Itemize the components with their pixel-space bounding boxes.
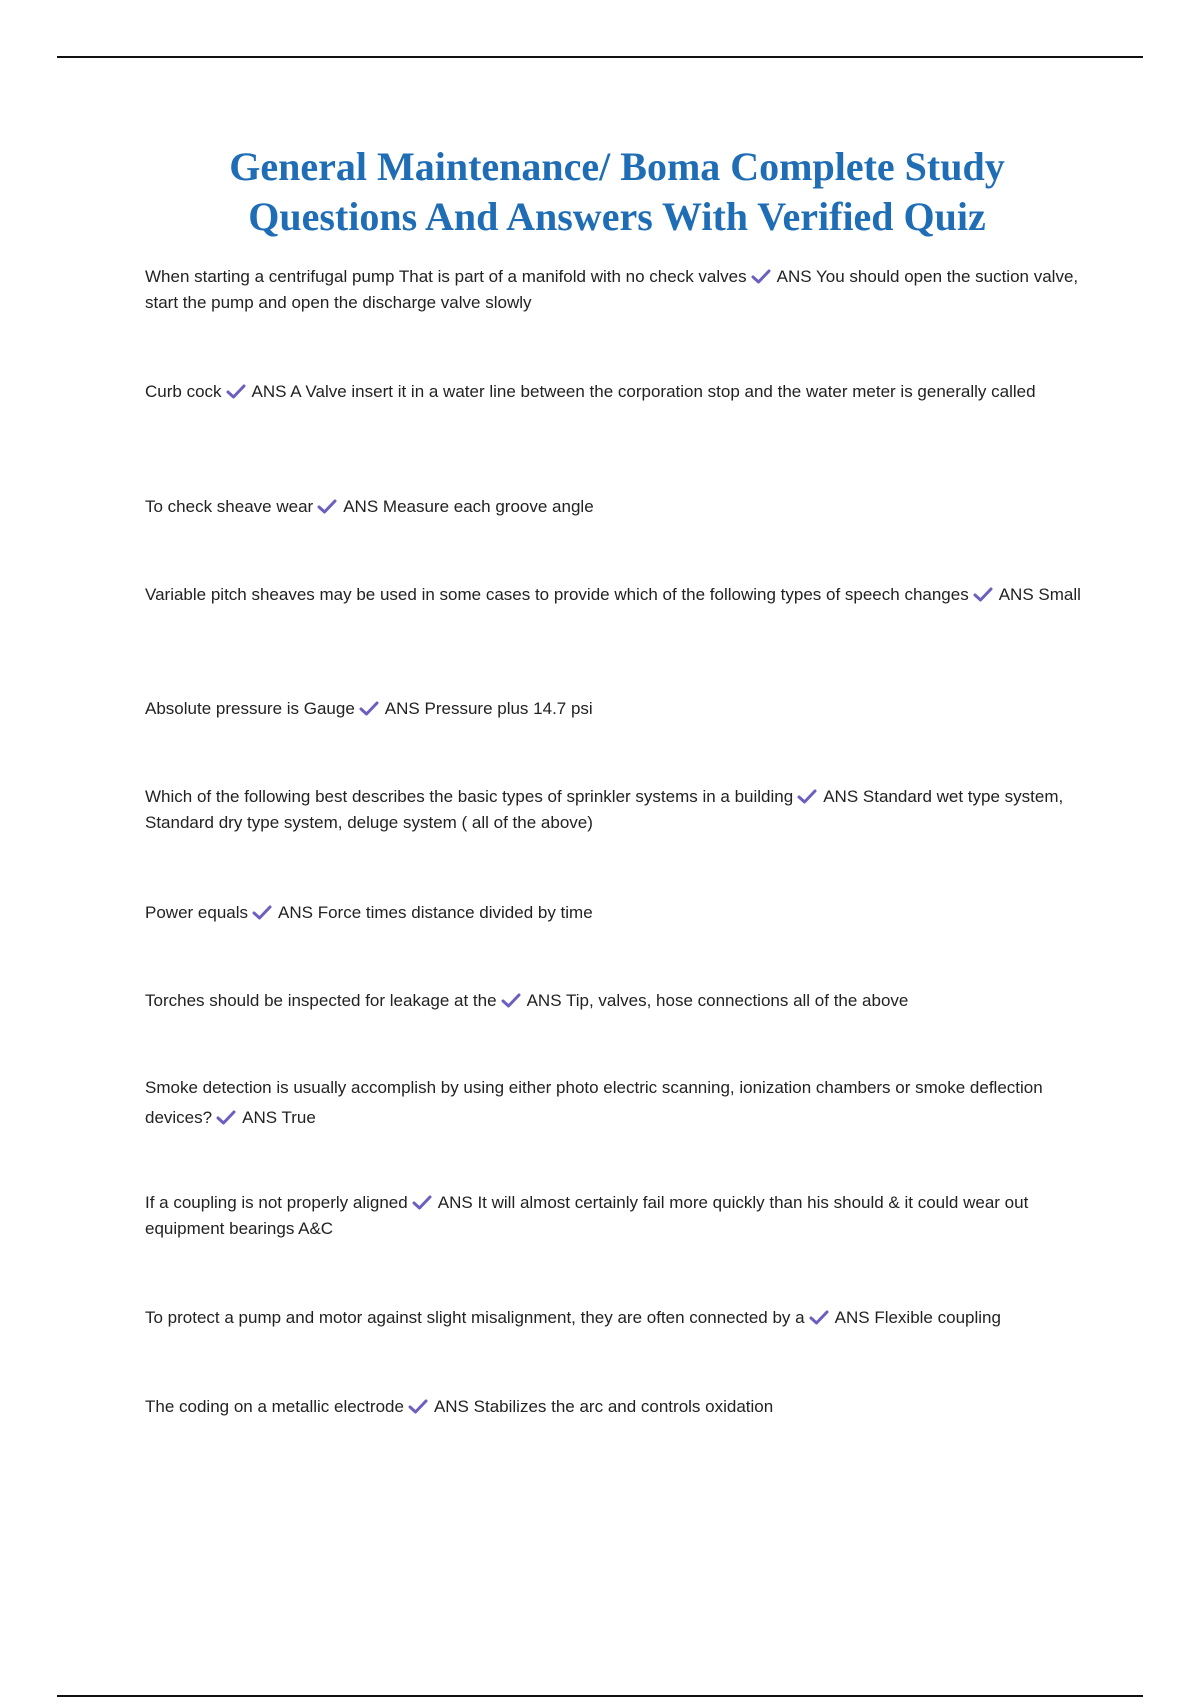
answer-text: Flexible coupling [874,1308,1001,1327]
answer-text: Stabilizes the arc and controls oxidation [473,1397,774,1416]
qa-item [145,1394,1090,1420]
answer-prefix: ANS [834,1308,870,1327]
answer-prefix: ANS [823,787,859,806]
answer-prefix: ANS [776,267,812,286]
answer-prefix: ANS [278,903,313,922]
qa-item [145,988,1090,1014]
question-text: Which of the following best describes the basic types of sprinkler systems in a building [145,787,794,806]
check-mark-icon [412,1195,432,1210]
question-text: When starting a centrifugal pump That is part of a manifold with no check valves [145,267,747,286]
answer-text: It will almost certainly fail more quickly than his should & it could wear out equipment bearings A&C [145,1193,1029,1238]
answer-prefix: ANS [526,991,562,1010]
check-mark-icon [809,1310,829,1325]
answer-text: Tip, valves, hose connections all of the above [565,991,909,1010]
answer-prefix: ANS [343,497,379,516]
qa-item [145,900,1090,926]
answer-text: A Valve insert it in a water line between the corporation stop and the water meter is generally called [290,382,1036,401]
title-line-1: General Maintenance/ Boma Complete Study [229,144,1005,189]
top-rule [57,56,1143,58]
check-mark-icon [226,384,246,399]
question-text: Power equals [145,903,249,922]
answer-text: Pressure plus 14.7 psi [424,699,593,718]
answer-prefix: ANS [437,1193,473,1212]
answer-prefix: ANS [433,1397,469,1416]
question-text: To protect a pump and motor against slight misalignment, they are often connected by a [145,1308,805,1327]
title-line-2: Questions And Answers With Verified Quiz [248,194,986,239]
bottom-rule [57,1695,1143,1697]
check-mark-icon [408,1399,428,1414]
qa-item [145,1305,1090,1331]
check-mark-icon [973,587,993,602]
answer-prefix: ANS [242,1108,278,1127]
question-text: The coding on a metallic electrode [145,1397,404,1416]
question-text: Torches should be inspected for leakage at the [145,991,497,1010]
qa-item [145,784,1090,836]
question-text: Smoke detection is usually accomplish by using either photo electric scanning, ionization chambers or smoke deflection devices? [145,1078,1043,1127]
answer-text: Force times distance divided by time [317,903,593,922]
document-title [120,142,1114,242]
check-mark-icon [252,905,272,920]
qa-item [145,1190,1090,1242]
check-mark-icon [751,269,771,284]
check-mark-icon [797,789,817,804]
question-text: Curb cock [145,382,222,401]
check-mark-icon [317,499,337,514]
check-mark-icon [359,701,379,716]
question-text: Absolute pressure is Gauge [145,699,355,718]
answer-text: You should open the suction valve, start the pump and open the discharge valve slowly [145,267,1079,312]
question-text: If a coupling is not properly aligned [145,1193,408,1212]
qa-item [145,379,1090,405]
answer-prefix: ANS [251,382,287,401]
qa-item [145,1073,1090,1133]
question-text: Variable pitch sheaves may be used in some cases to provide which of the following types of speech changes [145,585,969,604]
answer-text: Measure each groove angle [382,497,594,516]
question-text: To check sheave wear [145,497,314,516]
answer-text: True [281,1108,316,1127]
qa-item [145,264,1090,316]
answer-prefix: ANS [384,699,420,718]
qa-item [145,582,1090,608]
answer-text: Small [1038,585,1081,604]
qa-item [145,696,1090,722]
qa-item [145,494,1090,520]
answer-prefix: ANS [998,585,1034,604]
check-mark-icon [216,1110,236,1125]
check-mark-icon [501,993,521,1008]
answer-text: Standard wet type system, Standard dry type system, deluge system ( all of the above) [145,787,1064,832]
